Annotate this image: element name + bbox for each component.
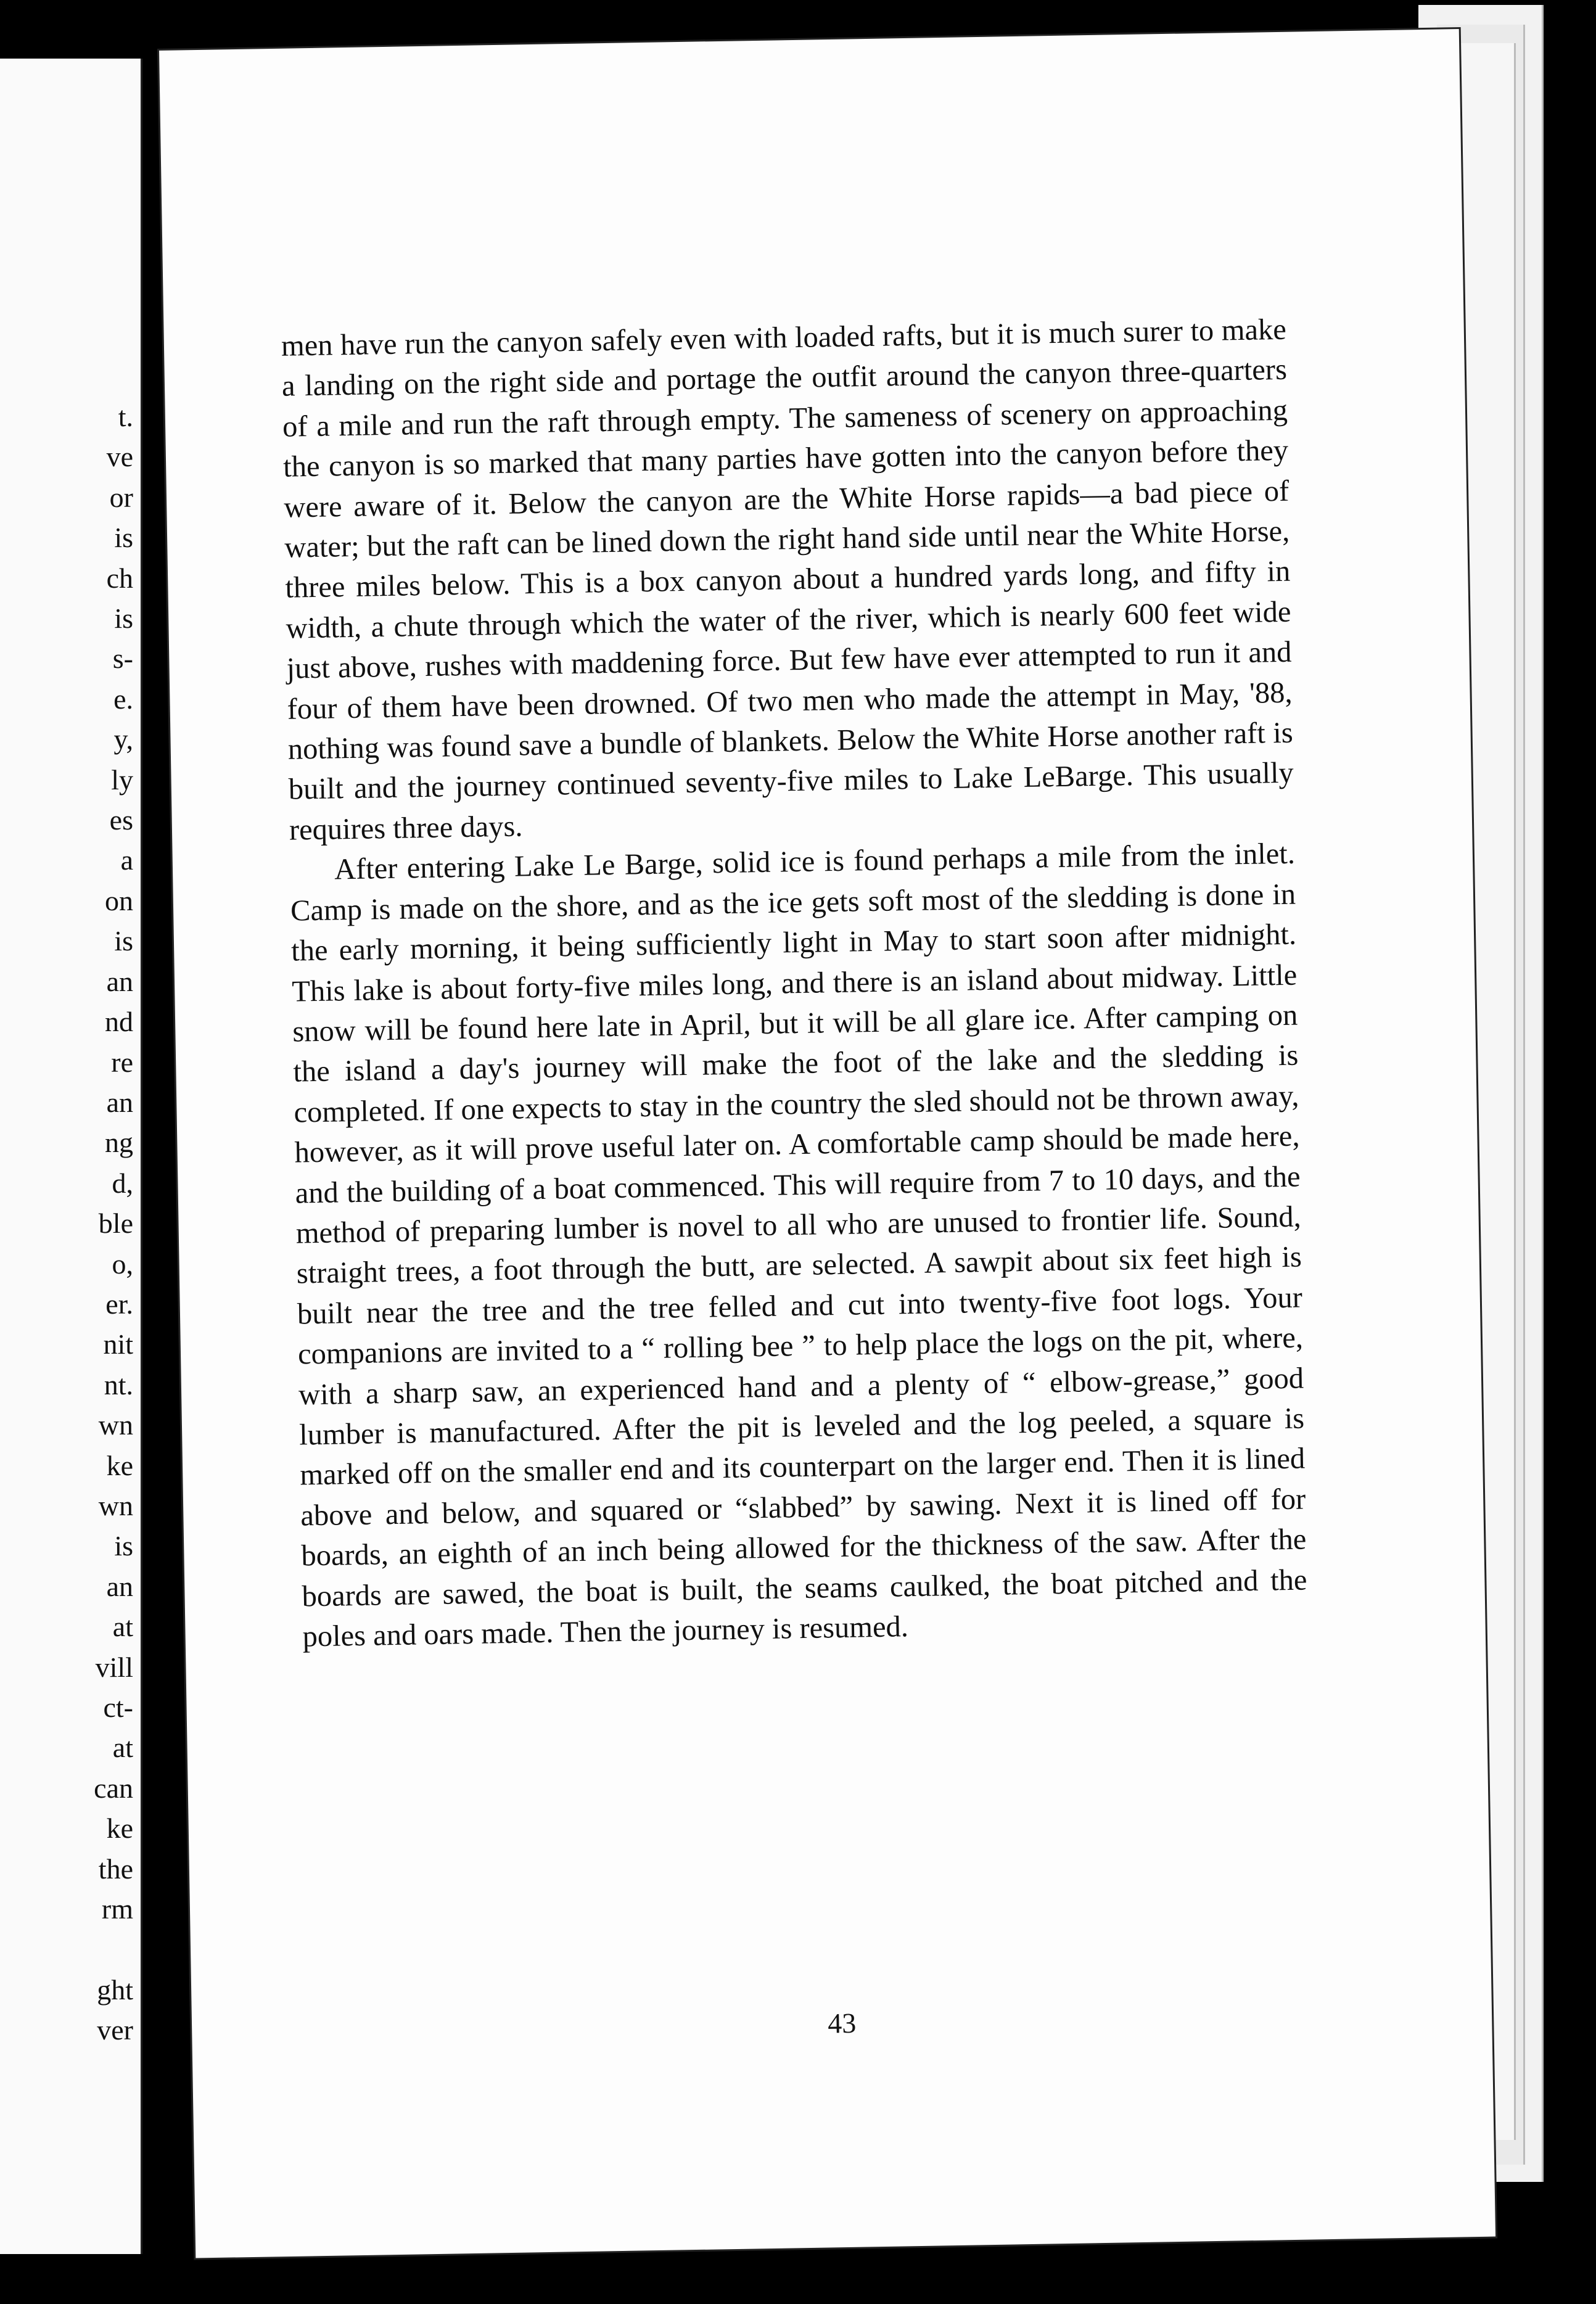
left-page-fragment: d, <box>112 1167 133 1199</box>
left-page-fragment: a <box>120 844 133 876</box>
left-page-fragment: an <box>106 965 133 997</box>
left-facing-page <box>0 59 142 2254</box>
left-page-fragment: rm <box>101 1893 133 1925</box>
left-page-fragment: ght <box>97 1973 133 2006</box>
left-page-fragment: or <box>109 481 133 513</box>
left-page-fragment: es <box>109 804 133 836</box>
left-page-fragment: is <box>114 522 133 554</box>
left-page-fragment: re <box>111 1046 133 1078</box>
left-page-fragment: ke <box>106 1812 133 1845</box>
left-page-fragment: ver <box>97 2014 133 2046</box>
left-page-fragment: is <box>114 603 133 635</box>
left-page-fragment: can <box>94 1772 133 1804</box>
left-page-fragment: vill <box>95 1651 133 1683</box>
left-page-fragment: ble <box>98 1208 133 1240</box>
left-page-fragment: ng <box>105 1127 133 1159</box>
left-page-fragment: s- <box>112 643 133 675</box>
left-page-fragment: wn <box>98 1409 133 1441</box>
left-page-fragment: nt. <box>104 1368 133 1401</box>
page-number: 43 <box>827 2007 857 2039</box>
left-page-fragment: is <box>114 925 133 957</box>
left-page-fragment: at <box>112 1611 133 1643</box>
left-page-fragment: is <box>114 1530 133 1562</box>
paragraph-canyon: men have run the canyon safely even with loaded rafts, but it is much surer to make a landing on the right side and portage the outfit around the canyon three-quarters of a mile and run the raft through empty. The sameness of scenery on approaching the canyon is so marked that many parties have gotten into the canyon before they were aware of it. Below the canyon are the White Horse rapids—a bad piece of water; but the raft can be lined down the right hand side until near the White Horse, three miles below. This is a box canyon about a hundred yards long, and fifty in width, a chute through which the water of the river, which is nearly 600 feet wide just above, rushes with maddening force. But few have ever attempted to run it and four of them have been drowned. Of two men who made the attempt in May, '88, nothing was found save a bundle of blankets. Below the White Horse another raft is built and the journey continued seventy-five miles to Lake LeBarge. This usually requires three days. <box>281 313 1294 847</box>
left-page-fragment <box>94 1929 133 1969</box>
left-page-fragment: ve <box>106 441 133 473</box>
left-page-fragment: the <box>98 1853 133 1885</box>
paragraph-lake-le-barge: After entering Lake Le Barge, solid ice is found perhaps a mile from the inlet. Camp is made on the shore, and as the ice gets soft most of the sledding is done in the early morning, it being sufficiently light in May to start soon after midnight. This lake is about forty-five miles long, and there is an island about midway. Little snow will be found here late in April, but it will be all glare ice. After camping on the island a day's journey will make the foot of the lake and the sledding is completed. If one expects to stay in the country the sled should not be thrown away, however, as it will prove useful later on. A comfortable camp should be made here, and the building of a boat commenced. This will require from 7 to 10 days, and the method of preparing lumber is novel to all who are unused to frontier life. Sound, straight trees, a foot through the butt, are selected. A sawpit about six feet high is built near the tree and the tree felled and cut into twenty-five foot logs. Your companions are invited to a “ rolling bee ” to help place the logs on the pit, where, with a sharp saw, an experienced hand and a plenty of “ elbow-grease,” good lumber is manufactured. After the pit is leveled and the log peeled, a square is marked off on the smaller end and its counterpart on the larger end. Then it is lined above and below, and squared or “slabbed” by sawing. Next it is lined off for boards, an eighth of an inch being allowed for the thickness of the saw. After the boards are sawed, the boat is built, the seams caulked, the boat pitched and the poles and oars made. Then the journey is resumed. <box>290 837 1307 1653</box>
left-page-fragment: y, <box>113 723 133 755</box>
left-page-fragment: ke <box>106 1449 133 1481</box>
left-page-fragment: on <box>105 884 133 916</box>
left-page-fragment: wn <box>98 1489 133 1521</box>
left-page-text-fragments <box>94 397 133 2051</box>
left-page-fragment: ly <box>111 763 133 796</box>
left-page-fragment: er. <box>105 1288 133 1320</box>
book-page <box>159 29 1495 2258</box>
page-body <box>281 310 1308 1657</box>
left-page-fragment: o, <box>112 1248 133 1280</box>
left-page-fragment: nit <box>103 1328 133 1360</box>
left-page-fragment: at <box>112 1732 133 1764</box>
left-page-fragment: an <box>106 1570 133 1602</box>
left-page-fragment: nd <box>105 1006 133 1038</box>
left-page-fragment: ch <box>106 562 133 594</box>
left-page-fragment: t. <box>118 401 133 432</box>
left-page-fragment: ct- <box>103 1692 133 1723</box>
left-page-fragment: an <box>106 1086 133 1118</box>
left-page-fragment: e. <box>113 683 133 715</box>
